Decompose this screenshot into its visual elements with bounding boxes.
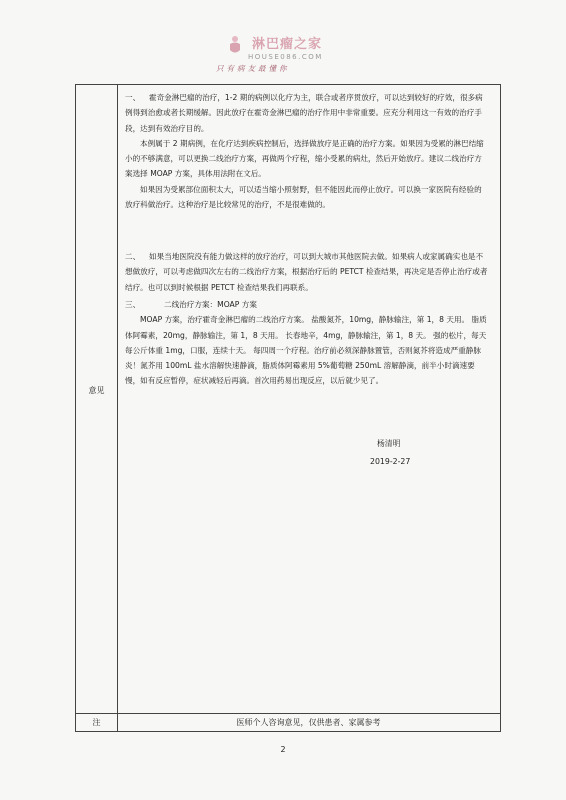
- note-label: 注: [92, 718, 101, 727]
- paragraph-text: 霍奇金淋巴瘤的治疗，1-2 期的病例以化疗为主，联合或者序贯放疗，可以达到较好的疗效，很多病例得到治愈或者长期缓解。因此放疗在霍奇金淋巴瘤的治疗作用中非常重要。应充分利用这一有效的治疗手段，达到有效治疗目的。: [125, 93, 483, 133]
- paragraph-text: 本例属于 2 期病例，在化疗达到疾病控制后，选择做放疗是正确的治疗方案。如果因为受累的淋巴结缩小的不够满意，可以更换二线治疗方案，再做两个疗程，缩小受累的病灶，然后开始放疗。建议二线治疗方案选择 MOAP 方案，具体用法附在文后。: [125, 138, 484, 179]
- paragraph-text: 如果因为受累部位面积太大，可以适当缩小照射野，但不能因此而停止放疗。可以换一家医院有经验的放疗科做治疗。这种治疗是比较常见的治疗，不是很难做的。: [125, 184, 482, 210]
- signature-date: 2019-2-27: [370, 457, 411, 466]
- paragraph: [125, 182, 489, 213]
- section-title-text: 二线治疗方案：MOAP 方案: [164, 300, 257, 309]
- section-2: [125, 249, 489, 295]
- table-divider-horizontal: [76, 713, 500, 714]
- heart-icon: [228, 35, 242, 55]
- section-number: 一、: [125, 93, 141, 102]
- signature-name: 杨清明: [377, 439, 401, 448]
- paragraph-text: 如果当地医院没有能力做这样的放疗治疗，可以到大城市其他医院去做。如果病人或家属确实也是不想做放疗，可以考虑做四次左右的二线治疗方案，根据治疗后的 PETCT 检查结果，再决定是否停止治疗或者结疗。也可以到时候根据 PETCT 检查结果我们再联系。: [125, 252, 488, 292]
- paragraph: [125, 249, 489, 295]
- note-text: 医师个人咨询意见，仅供患者、家属参考: [236, 718, 381, 727]
- section-1: [125, 90, 489, 212]
- paragraph: [125, 90, 489, 136]
- logo-slogan: 只有病友最懂你: [216, 64, 290, 73]
- section-number: 二、: [125, 252, 141, 261]
- logo-title: 淋巴瘤之家: [252, 37, 323, 52]
- section-3: [125, 297, 489, 389]
- paragraph-text: MOAP 方案，治疗霍奇金淋巴瘤的二线治疗方案。 盐酸氮芥，10mg，静脉输注，第 1，8 天用。 脂质体阿霉素，20mg，静脉输注，第 1，8 天用。 长春地辛，4mg，静脉输注，第 1，8 天。 强的松片，每天每公斤体重 1mg，口服，连续十天。 每四周一个疗程。治疗前必须深静脉置管，否则氮芥将造成严重静脉炎！氮芥用 100mL 盐水溶解快速静滴，脂质体阿霉素用 5%葡萄糖 250mL 溶解静滴，前半小时滴速要慢，如有反应暂停，症状减轻后再滴。首次用药易出现反应，以后就少见了。: [125, 315, 487, 386]
- paragraph: [125, 312, 489, 388]
- table-divider-vertical: [117, 85, 118, 731]
- site-logo: [216, 33, 348, 73]
- section-title: [125, 297, 489, 312]
- paragraph: [125, 136, 489, 182]
- page-number: 2: [280, 745, 286, 754]
- logo-url: HOUSE086.COM: [248, 53, 323, 61]
- section-number: 三、: [125, 300, 141, 309]
- opinion-label: 意见: [88, 386, 105, 395]
